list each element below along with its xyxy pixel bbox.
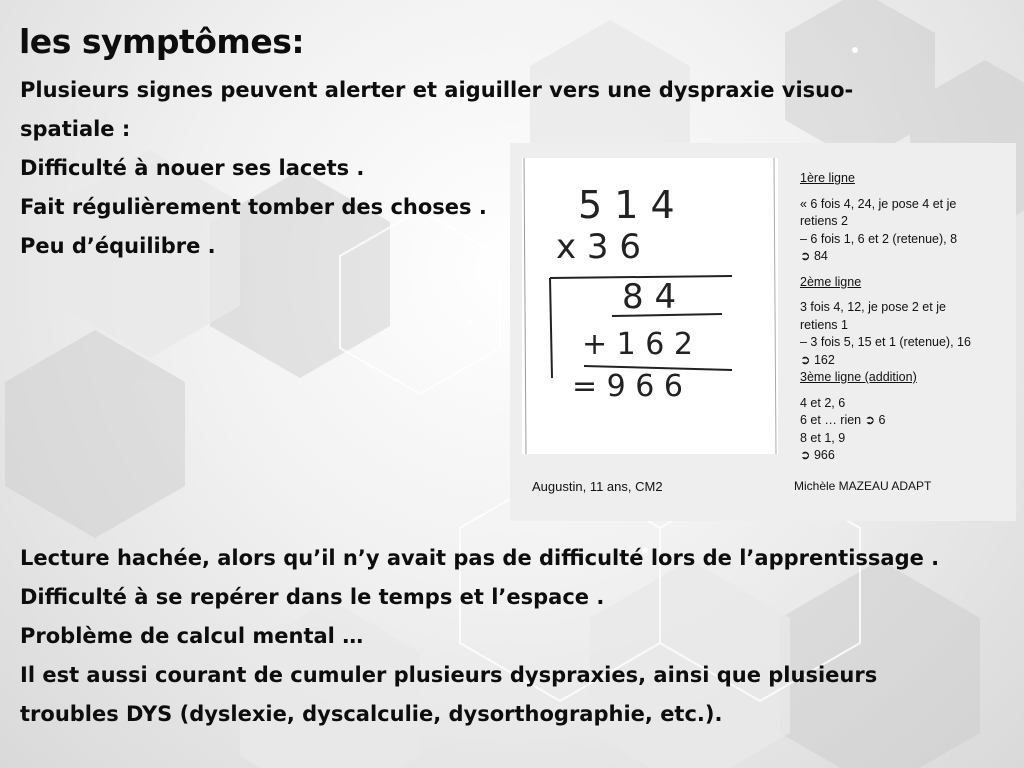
note-heading: 2ème ligne: [800, 274, 862, 289]
figure-credit: Michèle MAZEAU ADAPT: [794, 479, 932, 493]
hand-digits: 8 4: [622, 277, 677, 317]
note-text: retiens 1: [800, 317, 848, 332]
slide-title: les symptômes:: [19, 22, 305, 61]
note-text: 4 et 2, 6: [800, 395, 846, 410]
hand-digits: x 3 6: [556, 227, 641, 267]
text-line: Peu d’équilibre .: [20, 234, 216, 258]
note-text: – 6 fois 1, 6 et 2 (retenue), 8: [800, 231, 958, 246]
note-text: 6 et … rien ➲ 6: [800, 413, 886, 427]
light-flare: [852, 47, 858, 53]
symptoms-intro-text: [20, 71, 900, 266]
hand-digits: 5 1 4: [578, 183, 675, 227]
text-line: Difficulté à se repérer dans le temps et l’espace .: [20, 585, 605, 609]
text-line: spatiale :: [20, 117, 131, 141]
text-line: Fait régulièrement tomber des choses .: [20, 195, 487, 219]
text-line: Plusieurs signes peuvent alerter et aiguiller vers une dyspraxie visuo-: [20, 78, 854, 102]
note-text: « 6 fois 4, 24, je pose 4 et je: [800, 196, 957, 211]
text-line: troubles DYS (dyslexie, dyscalculie, dysorthographie, etc.).: [20, 702, 723, 726]
note-heading: 3ème ligne (addition): [800, 370, 917, 384]
note-result: ➲ 966: [800, 448, 835, 462]
note-heading: 1ère ligne: [800, 171, 855, 185]
note-text: – 3 fois 5, 15 et 1 (retenue), 16: [800, 335, 971, 349]
hexagon-shape: [5, 330, 185, 538]
symptoms-details-text: [20, 539, 1010, 734]
light-flare: [467, 319, 473, 325]
note-text: retiens 2: [800, 214, 848, 228]
note-text: 8 et 1, 9: [800, 430, 846, 445]
note-result: ➲ 84: [800, 249, 828, 263]
hand-digits: + 1 6 2: [582, 327, 694, 362]
text-line: Il est aussi courant de cumuler plusieurs dyspraxies, ainsi que plusieurs: [20, 663, 878, 687]
hand-digits: = 9 6 6: [572, 369, 684, 404]
figure-caption: Augustin, 11 ans, CM2: [532, 479, 663, 494]
note-text: 3 fois 4, 12, je pose 2 et je: [800, 300, 946, 314]
note-result: ➲ 162: [800, 352, 835, 367]
text-line: Difficulté à nouer ses lacets .: [20, 156, 365, 180]
text-line: Problème de calcul mental …: [20, 624, 364, 648]
text-line: Lecture hachée, alors qu’il n’y avait pas de difficulté lors de l’apprentissage .: [20, 546, 940, 570]
